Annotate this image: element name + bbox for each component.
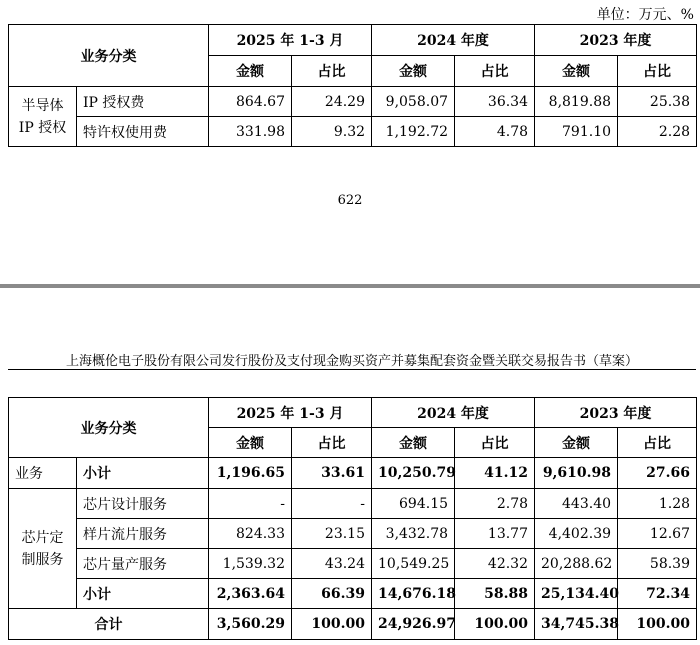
document-header: 上海概伦电子股份有限公司发行股份及支付现金购买资产并募集配套资金暨关联交易报告书（草案） [65, 354, 638, 369]
amount-header: 金额 [372, 428, 455, 458]
category-header: 业务分类 [9, 25, 209, 87]
cell: 25,134.40 [535, 579, 618, 609]
period-header: 2023 年度 [535, 25, 697, 56]
cell: 331.98 [209, 117, 292, 147]
cell: 34,745.38 [535, 609, 618, 640]
amount-header: 金额 [209, 56, 292, 87]
cell: 3,560.29 [209, 609, 292, 640]
cell: 100.00 [618, 609, 697, 640]
ratio-header: 占比 [292, 428, 372, 458]
cell: 100.00 [292, 609, 372, 640]
revenue-table-bottom [8, 397, 697, 640]
cell: 1,539.32 [209, 549, 292, 579]
cell: 2.28 [618, 117, 697, 147]
revenue-table-top [8, 24, 697, 147]
cell: 58.88 [455, 579, 535, 609]
period-header: 2023 年度 [535, 398, 697, 428]
ratio-header: 占比 [292, 56, 372, 87]
cell: 694.15 [372, 489, 455, 519]
row-name: 芯片量产服务 [77, 549, 209, 579]
cell: 36.34 [455, 87, 535, 117]
row-name: 特许权使用费 [77, 117, 209, 147]
cell: 2.78 [455, 489, 535, 519]
total-label: 合计 [9, 609, 209, 640]
subtotal-label: 小计 [77, 579, 209, 609]
category-header: 业务分类 [9, 398, 209, 458]
cell: 1,196.65 [209, 458, 292, 489]
amount-header: 金额 [372, 56, 455, 87]
cell: 4.78 [455, 117, 535, 147]
page-number: 622 [337, 193, 363, 208]
cell: 824.33 [209, 519, 292, 549]
cell: 58.39 [618, 549, 697, 579]
group-label: 业务 [9, 458, 77, 489]
cell: - [292, 489, 372, 519]
cell: 66.39 [292, 579, 372, 609]
cell: 8,819.88 [535, 87, 618, 117]
ratio-header: 占比 [618, 428, 697, 458]
row-name: 样片流片服务 [77, 519, 209, 549]
row-name: IP 授权费 [77, 87, 209, 117]
cell: 4,402.39 [535, 519, 618, 549]
cell: 23.15 [292, 519, 372, 549]
cell: 42.32 [455, 549, 535, 579]
period-header: 2025 年 1-3 月 [209, 398, 372, 428]
unit-label: 单位：万元、% [596, 7, 694, 23]
cell: 443.40 [535, 489, 618, 519]
amount-header: 金额 [209, 428, 292, 458]
cell: 9,058.07 [372, 87, 455, 117]
cell: 43.24 [292, 549, 372, 579]
cell: 33.61 [292, 458, 372, 489]
cell: 2,363.64 [209, 579, 292, 609]
cell: 1.28 [618, 489, 697, 519]
period-header: 2024 年度 [372, 398, 535, 428]
cell: 10,250.79 [372, 458, 455, 489]
cell: 10,549.25 [372, 549, 455, 579]
cell: 791.10 [535, 117, 618, 147]
cell: 9.32 [292, 117, 372, 147]
page-separator [0, 284, 700, 288]
ratio-header: 占比 [455, 428, 535, 458]
period-header: 2024 年度 [372, 25, 535, 56]
row-name: 芯片设计服务 [77, 489, 209, 519]
cell: 25.38 [618, 87, 697, 117]
cell: 72.34 [618, 579, 697, 609]
amount-header: 金额 [535, 428, 618, 458]
cell: 27.66 [618, 458, 697, 489]
group-label: 半导体 IP 授权 [9, 87, 77, 147]
cell: 41.12 [455, 458, 535, 489]
group-label: 芯片定 制服务 [9, 489, 77, 609]
cell: 864.67 [209, 87, 292, 117]
amount-header: 金额 [535, 56, 618, 87]
cell: 24,926.97 [372, 609, 455, 640]
period-header: 2025 年 1-3 月 [209, 25, 372, 56]
cell: 24.29 [292, 87, 372, 117]
cell: - [209, 489, 292, 519]
cell: 9,610.98 [535, 458, 618, 489]
cell: 14,676.18 [372, 579, 455, 609]
ratio-header: 占比 [455, 56, 535, 87]
cell: 12.67 [618, 519, 697, 549]
cell: 1,192.72 [372, 117, 455, 147]
subtotal-label: 小计 [77, 458, 209, 489]
cell: 100.00 [455, 609, 535, 640]
cell: 3,432.78 [372, 519, 455, 549]
header-rule [8, 369, 696, 370]
ratio-header: 占比 [618, 56, 697, 87]
cell: 13.77 [455, 519, 535, 549]
cell: 20,288.62 [535, 549, 618, 579]
